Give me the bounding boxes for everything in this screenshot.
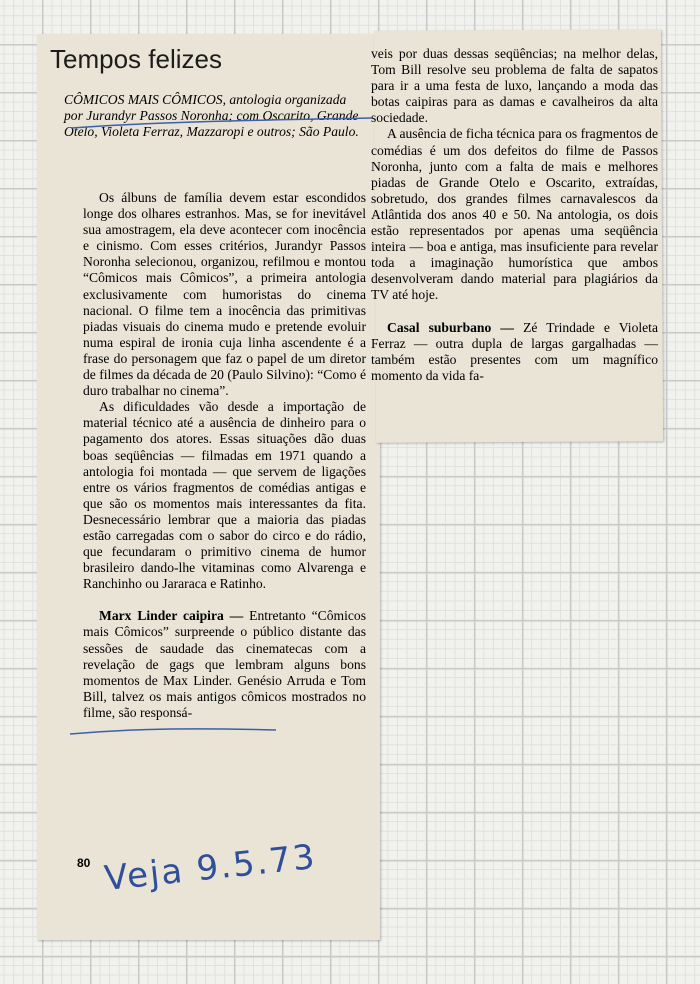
handwritten-date: Veja 9.5.73 xyxy=(102,836,319,900)
credits-underline xyxy=(72,118,372,128)
paragraph: A ausência de ficha técnica para os fragmentos de comédias é um dos defeitos do filme de Passos Noronha, junto com a falta de mais e melhores piadas de Grande Otelo e Oscarito, extraídas, sobretudo, dos grandes filmes carnavalescos da Atlântida dos anos 40 e 50. Na antologia, os dois estão representados por apenas uma seqüência inteira — boa e antiga, mas insuficiente para revelar toda a imaginação humorística que ambos desenvolveram dando material para plagiários da TV até hoje. xyxy=(371,126,658,303)
paragraph: veis por duas dessas seqüências; na melhor delas, Tom Bill resolve seu problema de falta de sapatos para ir a uma festa de luxo, lançando a moda das botas caipiras para as damas e cavalheiros da alta sociedade. xyxy=(371,46,658,126)
paragraph-text: Entretanto “Cômicos mais Cômicos” surpreende o público distante das sessões de saudade das cinematecas com a revelação de gags que lembram alguns bons momentos de Max Linder. Genésio Arruda e Tom Bill, talvez os mais antigos cômicos mostrados no filme, são responsá- xyxy=(83,608,367,720)
page-number: 80 xyxy=(77,856,91,870)
paragraph-text: Zé Trindade e Violeta Ferraz — outra dupla de largas gargalhadas — também estão presentes com um magnífico momento da vida fa- xyxy=(371,319,658,383)
title-underline xyxy=(70,729,276,734)
subheading: Casal suburbano — xyxy=(387,319,514,335)
article-title: Tempos felizes xyxy=(50,44,222,74)
subheading: Marx Linder caipira — xyxy=(99,608,244,624)
paragraph: As dificuldades vão desde a importação de material técnico até a ausência de dinheiro para o pagamento dos atores. Essas situações dão duas boas seqüências — filmadas em 1971 quando a antologia foi montada — que servem de ligações entre os vários fragmentos de comédias antigas e que são os momentos mais interessantes da fita. Desnecessário lembrar que a maioria das piadas estão carregadas com o sabor do circo e do rádio, que fecundaram o primitivo cinema de humor brasileiro dando-lhe vitaminas como Alvarenga e Ranchinho ou Jararaca e Ratinho. xyxy=(83,399,366,592)
credits-text: CÔMICOS MAIS CÔMICOS, antologia organizada por Jurandyr Passos Noronha; com Oscarito, Grande Otelo, Violeta Ferraz, Mazzaropi e outros; São Paulo. xyxy=(64,92,359,140)
paragraph: Os álbuns de família devem estar escondidos longe dos olhares estranhos. Mas, se for inevitável sua amostragem, ela deve acontecer com inocência e cinismo. Com esses critérios, Jurandyr Passos Noronha selecionou, organizou, refilmou e montou “Cômicos mais Cômicos”, a primeira antologia exclusivamente com humoristas do cinema nacional. O filme tem a inocência das primitivas piadas visuais do cinema mudo e pretende evoluir numa espiral de ironia cuja linha ascendente é a frase do personagem que faz o papel de um diretor de filmes da década de 20 (Paulo Silvino): “Como é duro trabalhar no cinema”. xyxy=(83,190,366,399)
